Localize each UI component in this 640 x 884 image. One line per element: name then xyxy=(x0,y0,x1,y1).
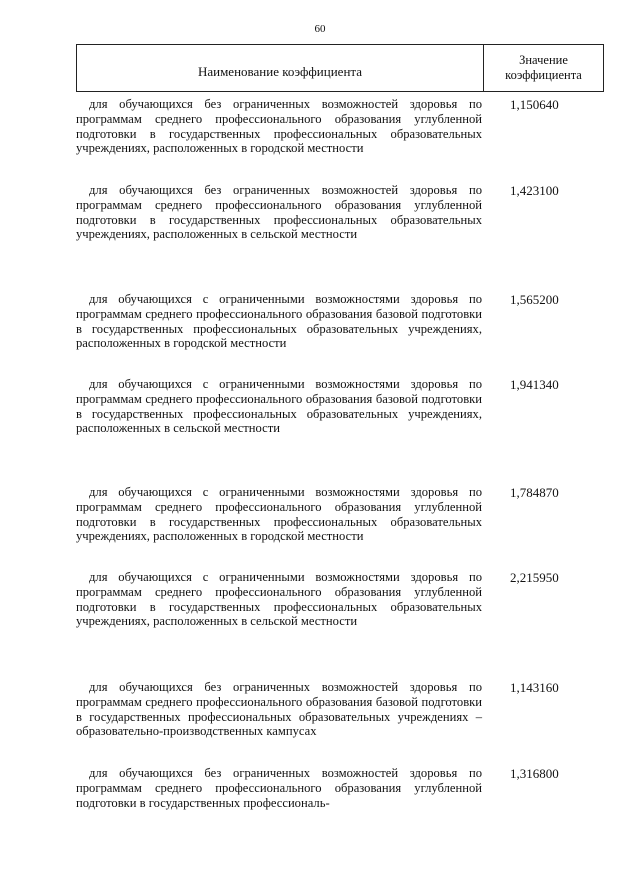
column-header-name: Наименование коэффициента xyxy=(77,45,484,91)
coefficient-name: для обучающихся без ограниченных возможностей здоровья по программам среднего профессионального образования углубленной подготовки в государственных профессиональных образовательных учреждениях, расположенных в сельской местности xyxy=(76,183,482,242)
coefficient-name: для обучающихся без ограниченных возможностей здоровья по программам среднего профессионального образования углубленной подготовки в государственных профессиональ- xyxy=(76,766,482,810)
coefficient-value: 1,784870 xyxy=(510,485,559,500)
coefficient-name: для обучающихся без ограниченных возможностей здоровья по программам среднего профессионального образования углубленной подготовки в государственных профессиональных образовательных учреждениях, расположенных в городской местности xyxy=(76,97,482,156)
table-header xyxy=(76,44,604,92)
coefficient-name: для обучающихся с ограниченными возможностями здоровья по программам среднего профессионального образования углубленной подготовки в государственных профессиональных образовательных учреждениях, расположенных в сельской местности xyxy=(76,570,482,629)
coefficient-value: 1,941340 xyxy=(510,377,559,392)
coefficient-value: 2,215950 xyxy=(510,570,559,585)
coefficient-value: 1,150640 xyxy=(510,97,559,112)
coefficient-name: для обучающихся с ограниченными возможностями здоровья по программам среднего профессионального образования базовой подготовки в государственных профессиональных образовательных учреждениях, расположенных в сельской местности xyxy=(76,377,482,436)
coefficient-value: 1,423100 xyxy=(510,183,559,198)
coefficient-name: для обучающихся с ограниченными возможностями здоровья по программам среднего профессионального образования углубленной подготовки в государственных профессиональных образовательных учреждениях, расположенных в городской местности xyxy=(76,485,482,544)
column-header-value-line2: коэффициента xyxy=(505,68,582,82)
coefficient-value: 1,565200 xyxy=(510,292,559,307)
coefficient-value: 1,143160 xyxy=(510,680,559,695)
column-header-value xyxy=(484,45,603,91)
page-number: 60 xyxy=(314,23,326,35)
coefficient-value: 1,316800 xyxy=(510,766,559,781)
coefficient-name: для обучающихся с ограниченными возможностями здоровья по программам среднего профессионального образования базовой подготовки в государственных профессиональных образовательных учреждениях, расположенных в городской местности xyxy=(76,292,482,351)
coefficient-name: для обучающихся без ограниченных возможностей здоровья по программам среднего профессионального образования базовой подготовки в государственных профессиональных образовательных учреждениях – образовательно-производственных кампусах xyxy=(76,680,482,739)
column-header-value-line1: Значение xyxy=(519,53,568,67)
